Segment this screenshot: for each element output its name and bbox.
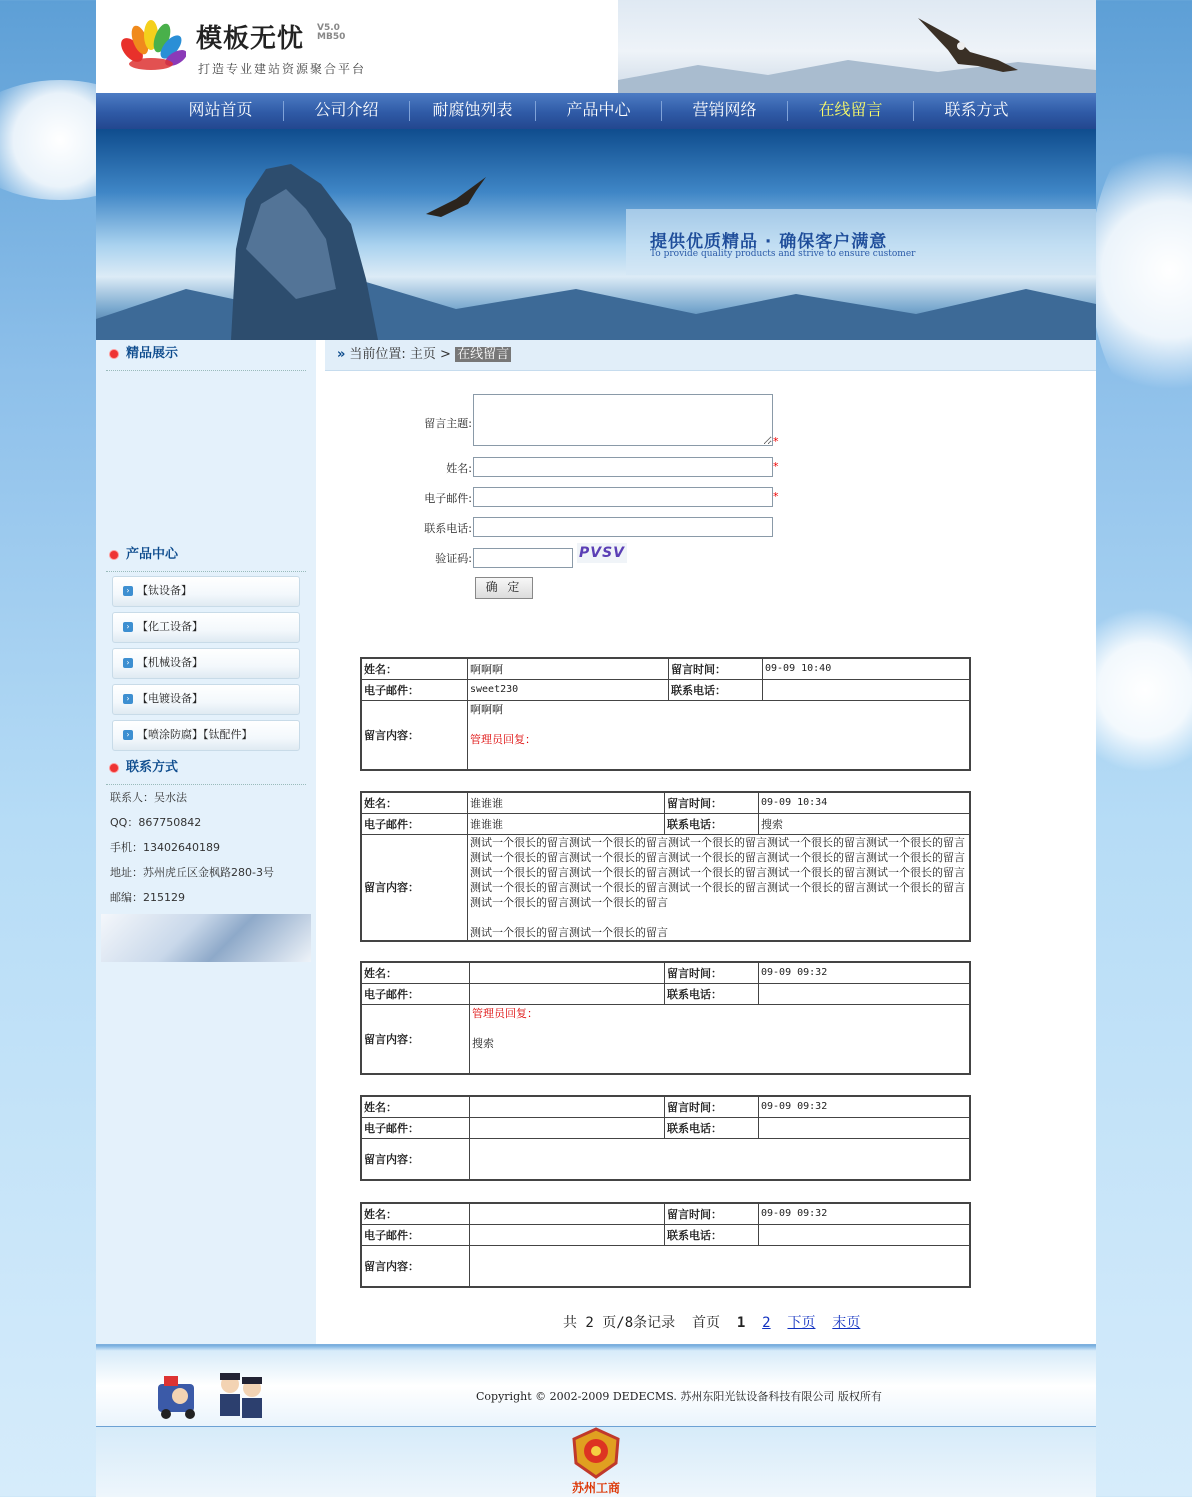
content-key: 留言内容： <box>361 1245 470 1287</box>
page-wrapper <box>96 0 1096 1497</box>
banner <box>96 129 1096 340</box>
double-chevron-icon: » <box>337 347 346 362</box>
pagination-page-2[interactable]: 2 <box>762 1315 771 1331</box>
message-entry <box>360 657 971 771</box>
featured-section-title <box>106 340 306 371</box>
business-license-badge[interactable] <box>568 1427 624 1493</box>
name-key: 姓名： <box>361 962 470 983</box>
bottom-strip <box>96 1427 1096 1497</box>
tagline: 打造专业建站资源聚合平台 <box>198 62 367 76</box>
banner-slogan-cn: 提供优质精品 · 确保客户满意 <box>650 232 888 252</box>
product-category-item[interactable] <box>112 720 300 751</box>
pagination-first: 首页 <box>692 1315 721 1331</box>
name-field[interactable] <box>473 457 773 477</box>
message-email <box>470 1224 665 1245</box>
captcha-field[interactable] <box>473 548 573 568</box>
message-time: 09-09 09:32 <box>759 962 971 983</box>
message-time: 09-09 10:34 <box>759 792 971 813</box>
email-label: 电子邮件: <box>424 492 472 505</box>
product-category-item[interactable] <box>112 576 300 607</box>
captcha-label: 验证码: <box>435 552 472 565</box>
product-category-label: 【电镀设备】 <box>137 692 203 705</box>
phone-field[interactable] <box>473 517 773 537</box>
emblem-icon <box>568 1427 624 1479</box>
name-key: 姓名： <box>361 1203 470 1224</box>
message-time: 09-09 10:40 <box>763 658 971 679</box>
message-content-extra: 测试一个很长的留言测试一个很长的留言 <box>470 925 668 939</box>
message-content-cell <box>468 834 971 941</box>
required-mark: * <box>773 460 779 473</box>
content-key: 留言内容： <box>361 834 468 941</box>
nav-item-network[interactable]: 营销网络 <box>692 100 757 119</box>
logo-icon[interactable] <box>120 20 186 72</box>
message-entry <box>360 961 971 1075</box>
time-key: 留言时间： <box>665 792 759 813</box>
email-key: 电子邮件： <box>361 813 468 834</box>
email-key: 电子邮件： <box>361 1224 470 1245</box>
time-key: 留言时间： <box>665 962 759 983</box>
telephone-image <box>101 914 311 962</box>
main-nav <box>96 93 1096 129</box>
email-field[interactable] <box>473 487 773 507</box>
product-category-list <box>96 572 316 751</box>
content-key: 留言内容： <box>361 700 468 770</box>
pagination-next[interactable]: 下页 <box>787 1315 816 1331</box>
pagination <box>563 1312 860 1332</box>
content-key: 留言内容： <box>361 1138 470 1180</box>
header <box>96 0 1096 93</box>
product-category-item[interactable] <box>112 612 300 643</box>
background-cloud <box>1090 120 1192 420</box>
name-key: 姓名： <box>361 658 468 679</box>
required-mark: * <box>773 435 779 448</box>
message-phone <box>759 1224 971 1245</box>
name-label: 姓名: <box>446 462 472 475</box>
message-name: 谁谁谁 <box>468 792 665 813</box>
nav-item-about[interactable]: 公司介绍 <box>314 100 379 119</box>
bullet-icon <box>110 551 118 559</box>
breadcrumb-path[interactable]: 当前位置: 主页 > <box>349 347 451 362</box>
pagination-summary: 共 2 页/8条记录 <box>563 1315 676 1331</box>
message-phone <box>763 679 971 700</box>
message-phone <box>759 983 971 1004</box>
phone-label: 联系电话: <box>424 522 472 535</box>
message-content: 啊啊啊 <box>470 702 503 716</box>
message-content: 测试一个很长的留言测试一个很长的留言测试一个很长的留言测试一个很长的留言测试一个很长的留言测试一个很长的留言测试一个很长的留言测试一个很长的留言测试一个很长的留言测试一个很长的留言测试一个很长的留言测试一个很长的留言测试一个很长的留言测试一个很长的留言测试一个很长的留言测试一个很长的留言测试一个很长的留言测试一个很长的留言测试一个很长的留言测试一个很长的留言测试一个很长的留言测试一个很长的留言 <box>470 835 965 909</box>
footer <box>96 1344 1096 1429</box>
phone-key: 联系电话： <box>665 1117 759 1138</box>
header-sky-image <box>618 0 1096 93</box>
name-key: 姓名： <box>361 792 468 813</box>
featured-title-label: 精品展示 <box>126 346 179 361</box>
sidebar <box>96 340 316 1344</box>
arrow-right-icon: › <box>123 730 133 740</box>
nav-item-products[interactable]: 产品中心 <box>566 100 631 119</box>
admin-reply: 搜索 <box>472 1036 494 1050</box>
arrow-right-icon: › <box>123 622 133 632</box>
contact-section-title <box>106 754 306 785</box>
message-email: sweet230 <box>468 679 669 700</box>
nav-item-list[interactable]: 耐腐蚀列表 <box>432 100 513 119</box>
subject-label: 留言主题: <box>424 417 472 430</box>
eagle-icon <box>618 0 1096 93</box>
bullet-icon <box>110 764 118 772</box>
phone-key: 联系电话： <box>665 1224 759 1245</box>
phone-key: 联系电话： <box>665 983 759 1004</box>
banner-slogan-en: To provide quality products and strive to ensure customer <box>650 249 916 259</box>
contact-address: 地址：苏州虎丘区金枫路280-3号 <box>110 866 274 879</box>
contact-qq: QQ：867750842 <box>110 816 202 829</box>
message-time: 09-09 09:32 <box>759 1096 971 1117</box>
message-entry <box>360 791 971 942</box>
breadcrumb <box>325 340 1096 371</box>
message-email <box>470 1117 665 1138</box>
email-key: 电子邮件： <box>361 1117 470 1138</box>
badge-label: 苏州工商 <box>571 1481 620 1495</box>
bullet-icon <box>110 350 118 358</box>
subject-textarea[interactable] <box>473 394 773 446</box>
nav-item-home[interactable]: 网站首页 <box>188 100 253 119</box>
message-phone: 搜索 <box>759 813 971 834</box>
arrow-right-icon: › <box>123 694 133 704</box>
product-category-item[interactable] <box>112 684 300 715</box>
arrow-right-icon: › <box>123 658 133 668</box>
time-key: 留言时间： <box>665 1096 759 1117</box>
banner-slogan <box>626 209 1096 275</box>
contact-postcode: 邮编：215129 <box>110 891 185 904</box>
message-phone <box>759 1117 971 1138</box>
captcha-image[interactable]: PVSV <box>578 545 625 561</box>
arrow-right-icon: › <box>123 586 133 596</box>
pagination-current: 1 <box>736 1315 746 1331</box>
contact-person: 联系人：吴水法 <box>110 791 187 804</box>
required-mark: * <box>773 490 779 503</box>
product-category-label: 【化工设备】 <box>137 620 203 633</box>
product-category-label: 【钛设备】 <box>137 584 192 597</box>
message-email <box>470 983 665 1004</box>
message-time: 09-09 09:32 <box>759 1203 971 1224</box>
copyright-text: Copyright © 2002-2009 DEDECMS. 苏州东阳光钛设备科技有限公司 版权所有 <box>476 1390 882 1403</box>
message-name <box>470 962 665 983</box>
admin-reply-label: 管理员回复： <box>472 1006 538 1020</box>
message-content <box>470 1138 971 1180</box>
products-section-title <box>106 541 306 572</box>
email-key: 电子邮件： <box>361 983 470 1004</box>
logo-version: V5.0 MB50 <box>317 23 346 42</box>
message-name: 啊啊啊 <box>468 658 669 679</box>
products-title-label: 产品中心 <box>126 547 179 562</box>
breadcrumb-current: 在线留言 <box>457 347 510 362</box>
message-entry <box>360 1202 971 1288</box>
police-officers-icon[interactable] <box>214 1370 266 1420</box>
submit-button[interactable]: 确 定 <box>475 577 533 599</box>
contact-mobile: 手机：13402640189 <box>110 841 220 854</box>
time-key: 留言时间： <box>669 658 763 679</box>
email-key: 电子邮件： <box>361 679 468 700</box>
product-category-item[interactable] <box>112 648 300 679</box>
contact-title-label: 联系方式 <box>126 760 179 775</box>
admin-reply: 管理员回复： <box>470 732 536 746</box>
pagination-last[interactable]: 末页 <box>832 1315 861 1331</box>
message-name <box>470 1203 665 1224</box>
product-category-label: 【喷涂防腐】【钛配件】 <box>137 728 253 741</box>
featured-area <box>96 371 316 541</box>
message-content-cell <box>468 700 971 770</box>
nav-item-contact[interactable]: 联系方式 <box>944 100 1009 119</box>
phone-key: 联系电话： <box>665 813 759 834</box>
content-key: 留言内容： <box>361 1004 470 1074</box>
message-entry <box>360 1095 971 1181</box>
nav-item-guestbook[interactable]: 在线留言 <box>818 100 883 119</box>
phone-key: 联系电话： <box>669 679 763 700</box>
product-category-label: 【机械设备】 <box>137 656 203 669</box>
police-car-icon[interactable] <box>154 1370 206 1420</box>
logo-title: 模板无忧 <box>196 24 305 54</box>
name-key: 姓名： <box>361 1096 470 1117</box>
main-content <box>325 340 1096 1344</box>
message-name <box>470 1096 665 1117</box>
time-key: 留言时间： <box>665 1203 759 1224</box>
message-content <box>470 1245 971 1287</box>
message-content-cell <box>470 1004 971 1074</box>
message-email: 谁谁谁 <box>468 813 665 834</box>
